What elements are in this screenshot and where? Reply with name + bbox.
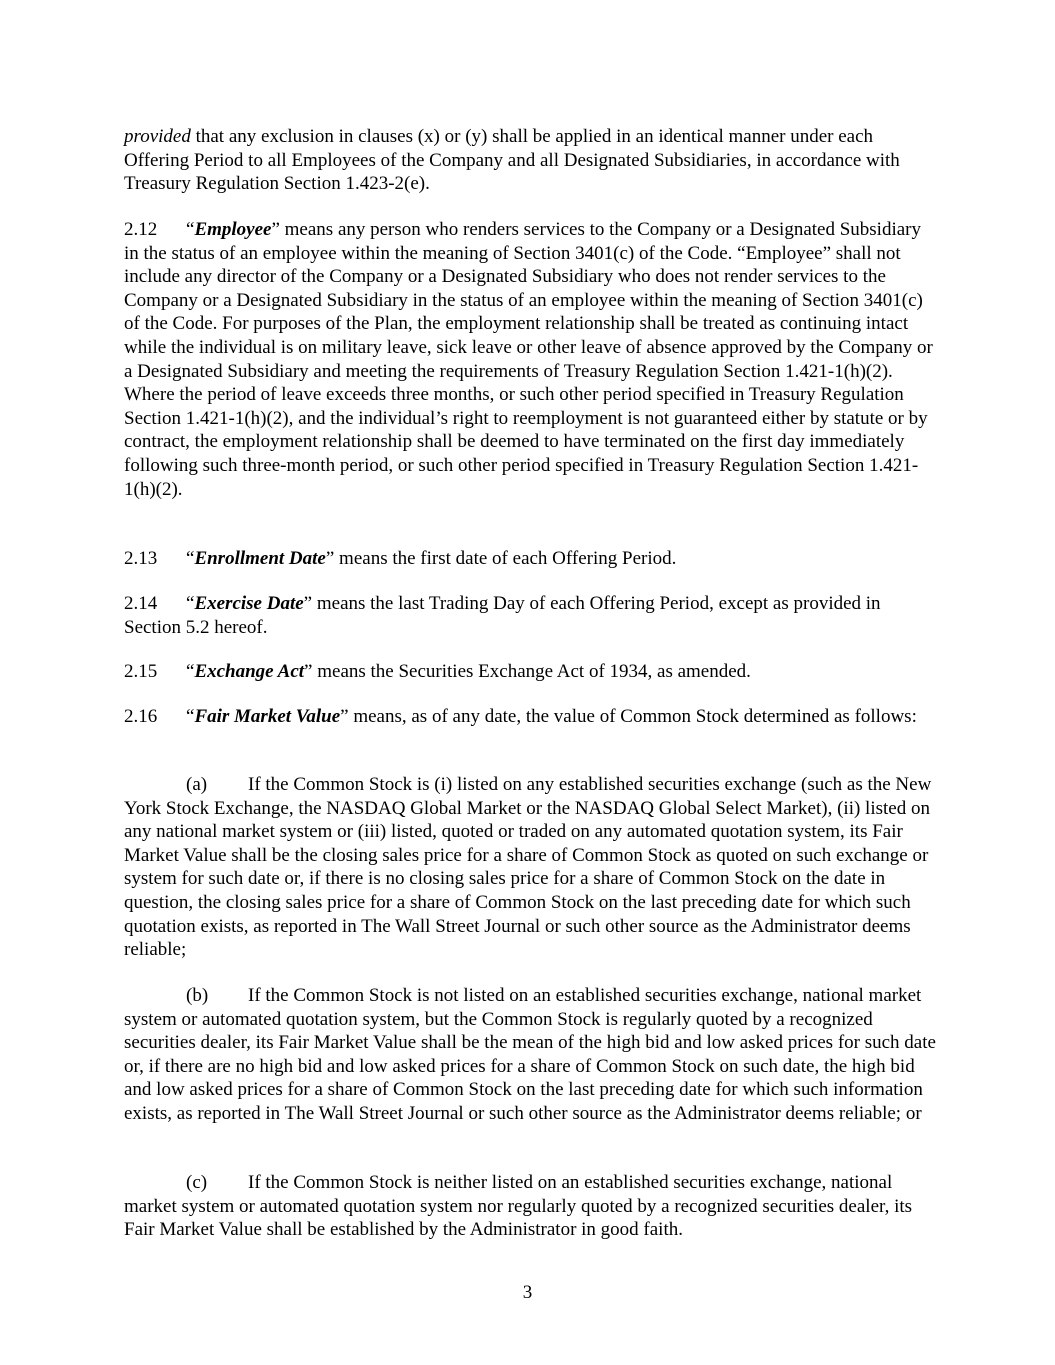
intro-text: that any exclusion in clauses (x) or (y) shall be applied in an identical manner under each Offering Period to all Employees of the Company and all Designated Subsidiaries, in accordance with Treasury Regulation Section 1.423-2(e). xyxy=(124,126,900,195)
section-number: 2.12 xyxy=(124,219,158,240)
definition-text: ” means the last Trading Day of each Offering Period, except as provided in Section 5.2 hereof. xyxy=(124,593,881,638)
defined-term: Exercise Date xyxy=(194,593,304,614)
section-2-16-fair-market-value xyxy=(124,705,936,729)
subsection-a xyxy=(124,773,936,962)
section-number: 2.14 xyxy=(124,593,158,614)
subsection-label: (c) xyxy=(186,1172,208,1193)
subsection-label: (b) xyxy=(186,985,209,1006)
subsection-text: If the Common Stock is not listed on an established securities exchange, national market system or automated quotation system, but the Common Stock is regularly quoted by a recognized securities dealer, its Fair Market Value shall be the mean of the high bid and low asked prices for such date or, if there are no high bid and low asked prices for a share of Common Stock on such date, the high bid and low asked prices for a share of Common Stock on the last preceding date for which such information exists, as reported in The Wall Street Journal or such other source as the Administrator deems reliable; or xyxy=(124,985,936,1124)
defined-term: Fair Market Value xyxy=(194,706,341,727)
section-2-14-exercise-date xyxy=(124,592,936,639)
section-2-15-exchange-act xyxy=(124,660,936,684)
defined-term: Employee xyxy=(194,219,272,240)
definition-text: ” means the Securities Exchange Act of 1934, as amended. xyxy=(304,661,751,682)
open-quote: “ xyxy=(186,548,195,569)
intro-paragraph xyxy=(124,125,936,196)
page-number: 3 xyxy=(522,1282,533,1303)
definition-text: ” means the first date of each Offering Period. xyxy=(325,548,677,569)
subsection-text: If the Common Stock is neither listed on an established securities exchange, national market system or automated quotation system nor regularly quoted by a recognized securities dealer, its Fair Market Value shall be established by the Administrator in good faith. xyxy=(124,1172,913,1241)
defined-term: Enrollment Date xyxy=(194,548,326,569)
defined-term: Exchange Act xyxy=(194,661,305,682)
section-number: 2.13 xyxy=(124,548,158,569)
definition-text: ” means, as of any date, the value of Common Stock determined as follows: xyxy=(340,706,917,727)
section-number: 2.15 xyxy=(124,661,158,682)
section-2-13-enrollment-date xyxy=(124,547,936,571)
subsection-label: (a) xyxy=(186,774,208,795)
open-quote: “ xyxy=(186,593,195,614)
subsection-c xyxy=(124,1171,936,1242)
subsection-text: If the Common Stock is (i) listed on any established securities exchange (such as the New York Stock Exchange, the NASDAQ Global Market or the NASDAQ Global Select Market), (ii) listed on any national market system or (iii) listed, quoted or traded on any automated quotation system, its Fair Market Value shall be the closing sales price for a share of Common Stock as quoted on such exchange or system for such date or, if there is no closing sales price for a share of Common Stock on the date in question, the closing sales price for a share of Common Stock on the last preceding date for which such quotation exists, as reported in The Wall Street Journal or such other source as the Administrator deems reliable; xyxy=(124,774,932,961)
section-2-12-employee xyxy=(124,218,936,501)
open-quote: “ xyxy=(186,219,195,240)
open-quote: “ xyxy=(186,661,195,682)
definition-text: ” means any person who renders services to the Company or a Designated Subsidiary in the status of an employee within the meaning of Section 3401(c) of the Code. “Employee” shall not include any director of the Company or a Designated Subsidiary who does not render services to the Company or a Designated Subsidiary in the status of an employee within the meaning of Section 3401(c) of the Code. For purposes of the Plan, the employment relationship shall be treated as continuing intact while the individual is on military leave, sick leave or other leave of absence approved by the Company or a Designated Subsidiary and meeting the requirements of Treasury Regulation Section 1.421-1(h)(2). Where the period of leave exceeds three months, or such other period specified in Treasury Regulation Section 1.421-1(h)(2), and the individual’s right to reemployment is not guaranteed either by statute or by contract, the employment relationship shall be deemed to have terminated on the first day immediately following such three-month period, or such other period specified in Treasury Regulation Section 1.421-1(h)(2). xyxy=(124,219,933,500)
section-number: 2.16 xyxy=(124,706,158,727)
subsection-b xyxy=(124,984,936,1126)
open-quote: “ xyxy=(186,706,195,727)
provided-italic: provided xyxy=(124,126,191,147)
